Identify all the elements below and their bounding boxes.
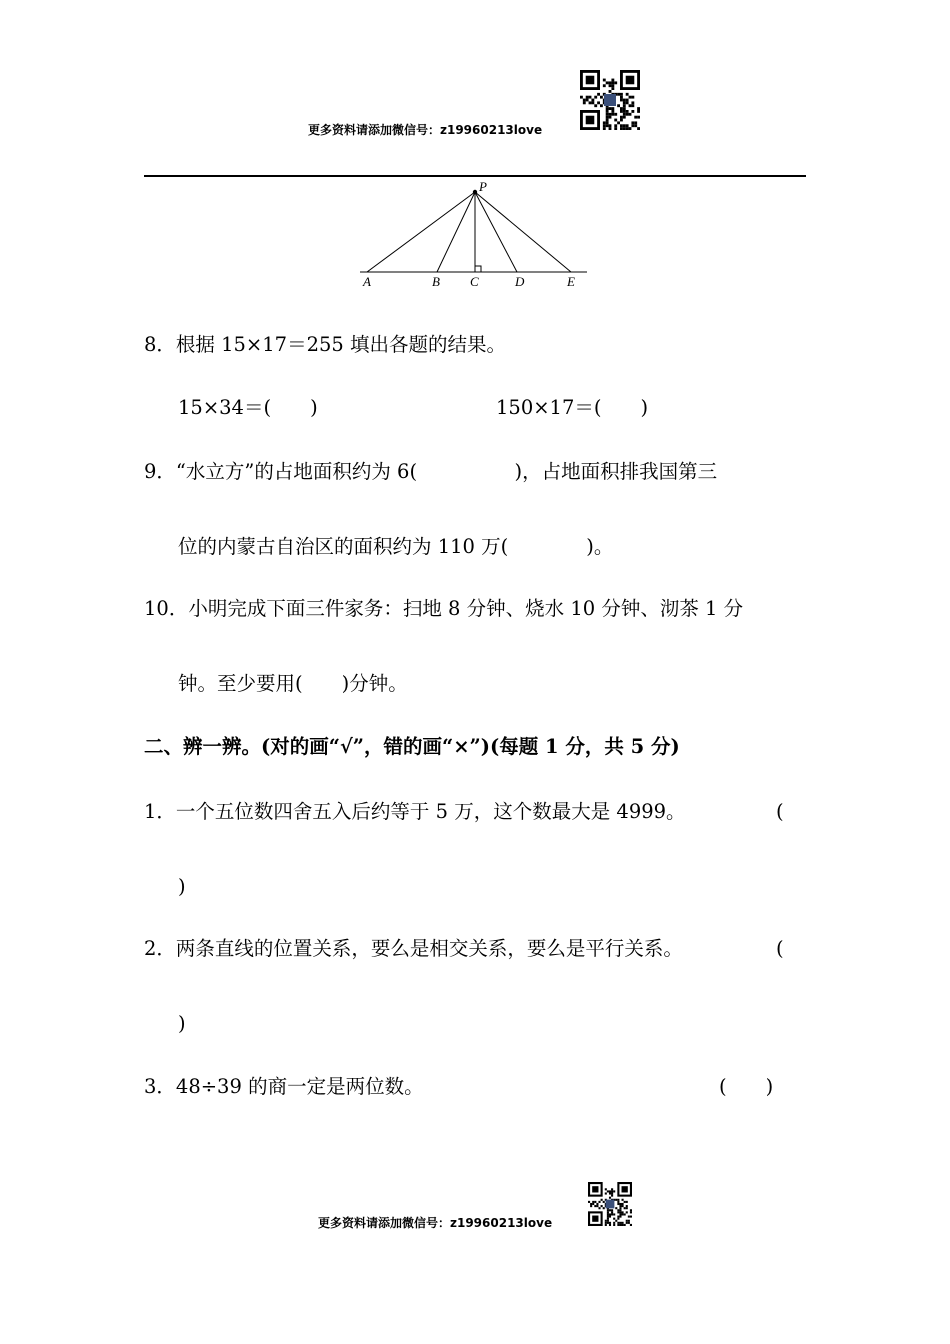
label-p: P [479,180,487,194]
s2-item1-open-bracket: ( [776,800,784,823]
s2-item2-open-bracket: ( [776,937,784,960]
q8-stem: 8．根据 15×17＝255 填出各题的结果。 [144,333,506,356]
s2-item2-close-bracket: ) [178,1012,186,1035]
section2-heading: 二、辨一辨。(对的画“√”，错的画“×”)(每题 1 分，共 5 分) [144,735,680,758]
q9-line2: 位的内蒙古自治区的面积约为 110 万( )。 [178,535,614,558]
segment-pe [475,192,571,272]
q8-part-a: 15×34＝( ) [178,396,318,419]
footer-qr-code-icon [588,1182,632,1226]
q10-line1: 10．小明完成下面三件家务：扫地 8 分钟、烧水 10 分钟、沏茶 1 分 [144,597,744,620]
segment-pb [437,192,475,272]
geometry-figure [355,180,595,292]
q10-line2: 钟。至少要用( )分钟。 [178,672,408,695]
q8-part-b: 150×17＝( ) [496,396,649,419]
header-wechat-text: 更多资料请添加微信号：z19960213love [308,123,543,137]
label-d: D [515,274,525,289]
s2-item2-text: 2．两条直线的位置关系，要么是相交关系，要么是平行关系。 [144,937,683,960]
point-p-dot [473,190,477,194]
s2-item3-text: 3．48÷39 的商一定是两位数。 [144,1075,424,1098]
label-b: B [432,274,440,289]
label-a: A [363,274,371,289]
label-e: E [567,274,575,289]
right-angle-mark [475,266,481,272]
s2-item1-close-bracket: ) [178,875,186,898]
header-qr-code-icon [580,70,640,130]
label-c: C [470,274,479,289]
s2-item3-bracket: ( ) [719,1075,774,1098]
segment-pd [475,192,517,272]
s2-item1-text: 1．一个五位数四舍五入后约等于 5 万，这个数最大是 4999。 [144,800,686,823]
footer-wechat-text: 更多资料请添加微信号：z19960213love [318,1216,553,1230]
segment-pa [367,192,475,272]
q9-line1: 9．“水立方”的占地面积约为 6( )，占地面积排我国第三 [144,460,718,483]
header-rule [144,175,806,177]
